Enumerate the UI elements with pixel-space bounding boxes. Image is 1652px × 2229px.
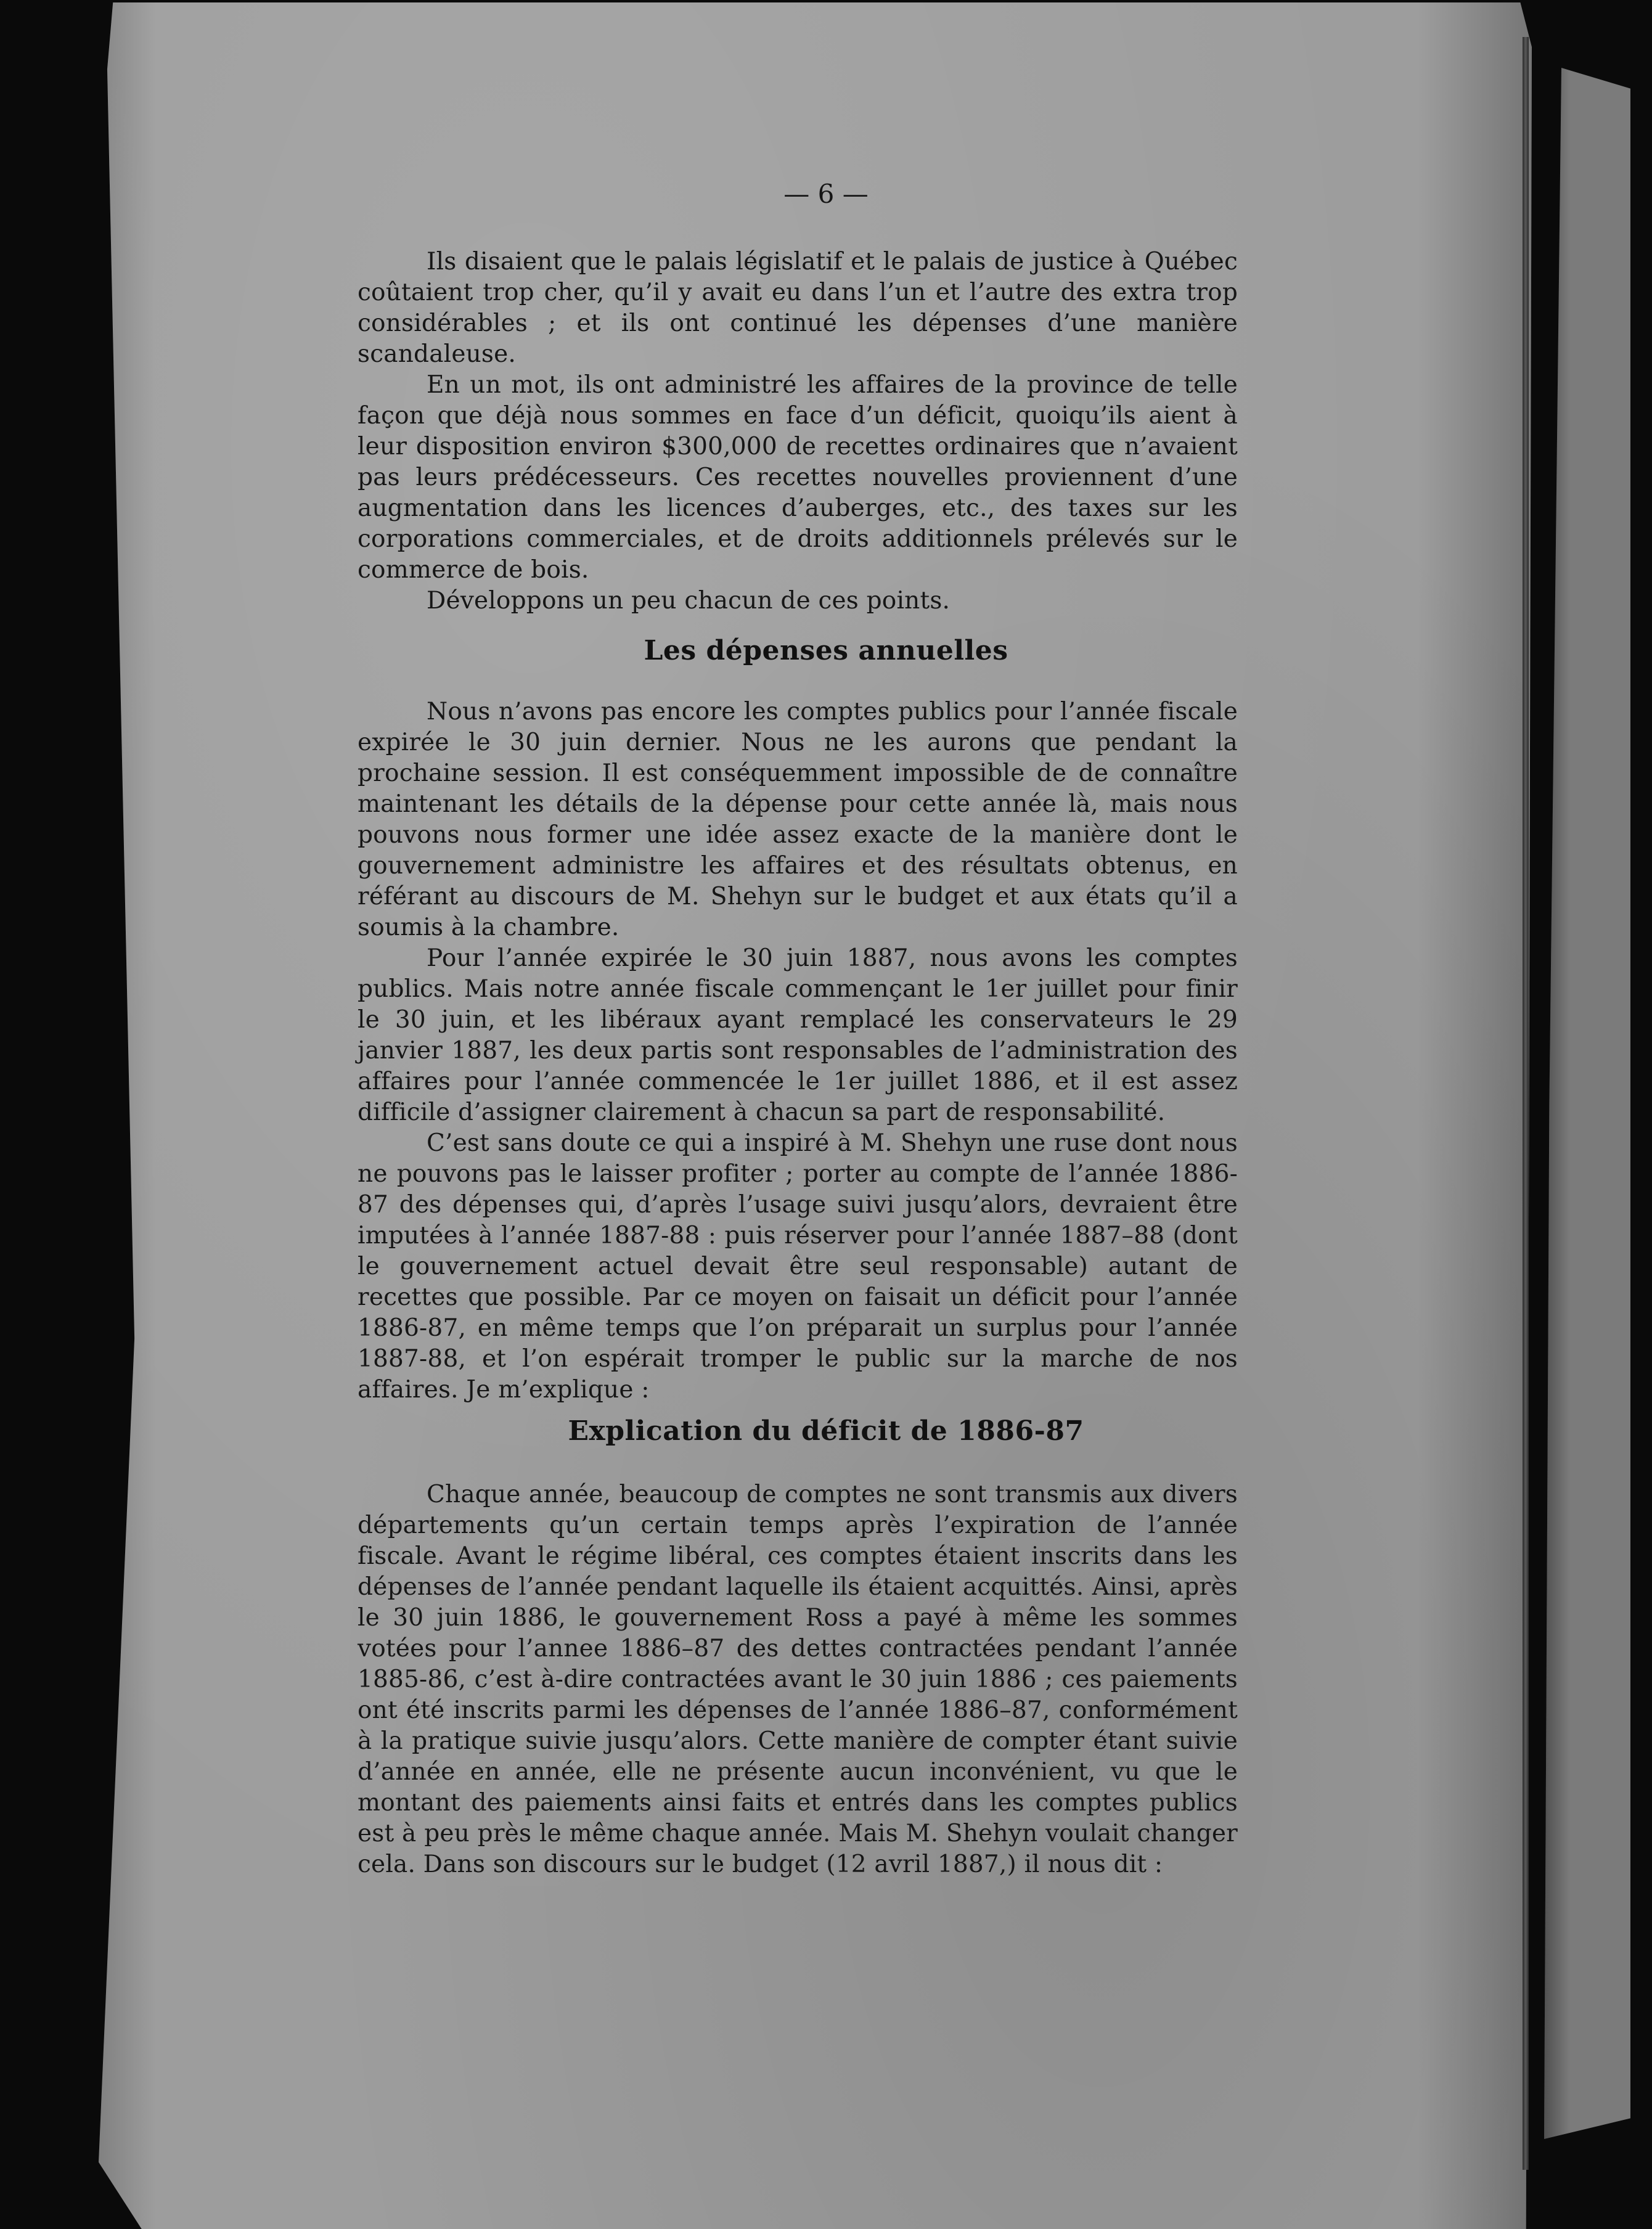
section-2-paragraph-1: Chaque année, beaucoup de comptes ne sont transmis aux divers départements qu’un certain temps après l’expiration de l’année fiscale. Avant le régime libéral, ces comptes étaient inscrits dans les dépenses de l’année pendant laquelle ils étaient acquittés. Ainsi, après le 30 juin 1886, le gouvernement Ross a payé à même les sommes votées pour l’annee 1886–87 des dettes contractées pendant l’année 1885-86, c’est à-dire contractées avant le 30 juin 1886 ; ces paiements ont été inscrits parmi les dépenses de l’année 1886–87, conformément à la pratique suivie jusqu’alors. Cette manière de compter étant suivie d’année en année, elle ne présente aucun inconvénient, vu que le montant des paiements ainsi faits et entrés dans les comptes publics est à peu près le même chaque année. Mais M. Shehyn voulait changer cela. Dans son discours sur le budget (12 avril 1887,) il nous dit : (358, 1481, 1238, 1878)
section-1-paragraph-2: Pour l’année expirée le 30 juin 1887, nous avons les comptes publics. Mais notre année fiscale commençant le 1er juillet pour finir le 30 juin, et les libéraux ayant remplacé les conservateurs le 29 janvier 1887, les deux partis sont responsables de l’administration des affaires pour l’année commencée le 1er juillet 1886, et il est assez difficile d’assigner clairement à chacun sa part de responsabilité. (358, 944, 1238, 1126)
section-2-text (358, 1479, 1238, 1880)
intro-paragraph-3: Développons un peu chacun de ces points. (427, 587, 951, 615)
section-heading-depenses: Les dépenses annuelles (644, 635, 1008, 666)
adjacent-page-edge (1544, 68, 1630, 2139)
page-number: — 6 — (783, 179, 869, 209)
intro-paragraph-1: Ils disaient que le palais législatif et le palais de justice à Québec coûtaient trop cher, qu’il y avait eu dans l’un et l’autre des extra trop considérables ; et ils ont continué les dépenses d’une manière scandaleuse. (358, 248, 1238, 368)
intro-text (358, 247, 1238, 616)
intro-paragraph-2: En un mot, ils ont administré les affaires de la province de telle façon que déjà nous sommes en face d’un déficit, quoiqu’ils aient à leur disposition environ $300,000 de recettes ordinaires que n’avaient pas leurs prédécesseurs. Ces recettes nouvelles proviennent d’une augmentation dans les licences d’auberges, etc., des taxes sur les corporations commerciales, et de droits additionnels prélevés sur le commerce de bois. (358, 371, 1238, 584)
section-heading-deficit: Explication du déficit de 1886-87 (568, 1415, 1084, 1447)
section-1-paragraph-3: C’est sans doute ce qui a inspiré à M. Shehyn une ruse dont nous ne pouvons pas le laisser profiter ; porter au compte de l’année 1886-87 des dépenses qui, d’après l’usage suivi jusqu’alors, devraient être imputées à l’année 1887-88 : puis réserver pour l’année 1887–88 (dont le gouvernement actuel devait être seul responsable) autant de recettes que possible. Par ce moyen on faisait un déficit pour l’année 1886-87, en même temps que l’on préparait un surplus pour l’année 1887-88, et l’on espérait tromper le public sur la marche de nos affaires. Je m’explique : (358, 1129, 1238, 1404)
binding-fold (1523, 37, 1529, 2170)
section-1-paragraph-1: Nous n’avons pas encore les comptes publics pour l’année fiscale expirée le 30 juin dernier. Nous ne les aurons que pendant la prochaine session. Il est conséquemment impossible de de connaître maintenant les détails de la dépense pour cette année là, mais nous pouvons nous former une idée assez exacte de la manière dont le gouvernement administre les affaires et des résultats obtenus, en référant au discours de M. Shehyn sur le budget et aux états qu’il a soumis à la chambre. (358, 698, 1238, 941)
section-1-text (358, 697, 1238, 1405)
